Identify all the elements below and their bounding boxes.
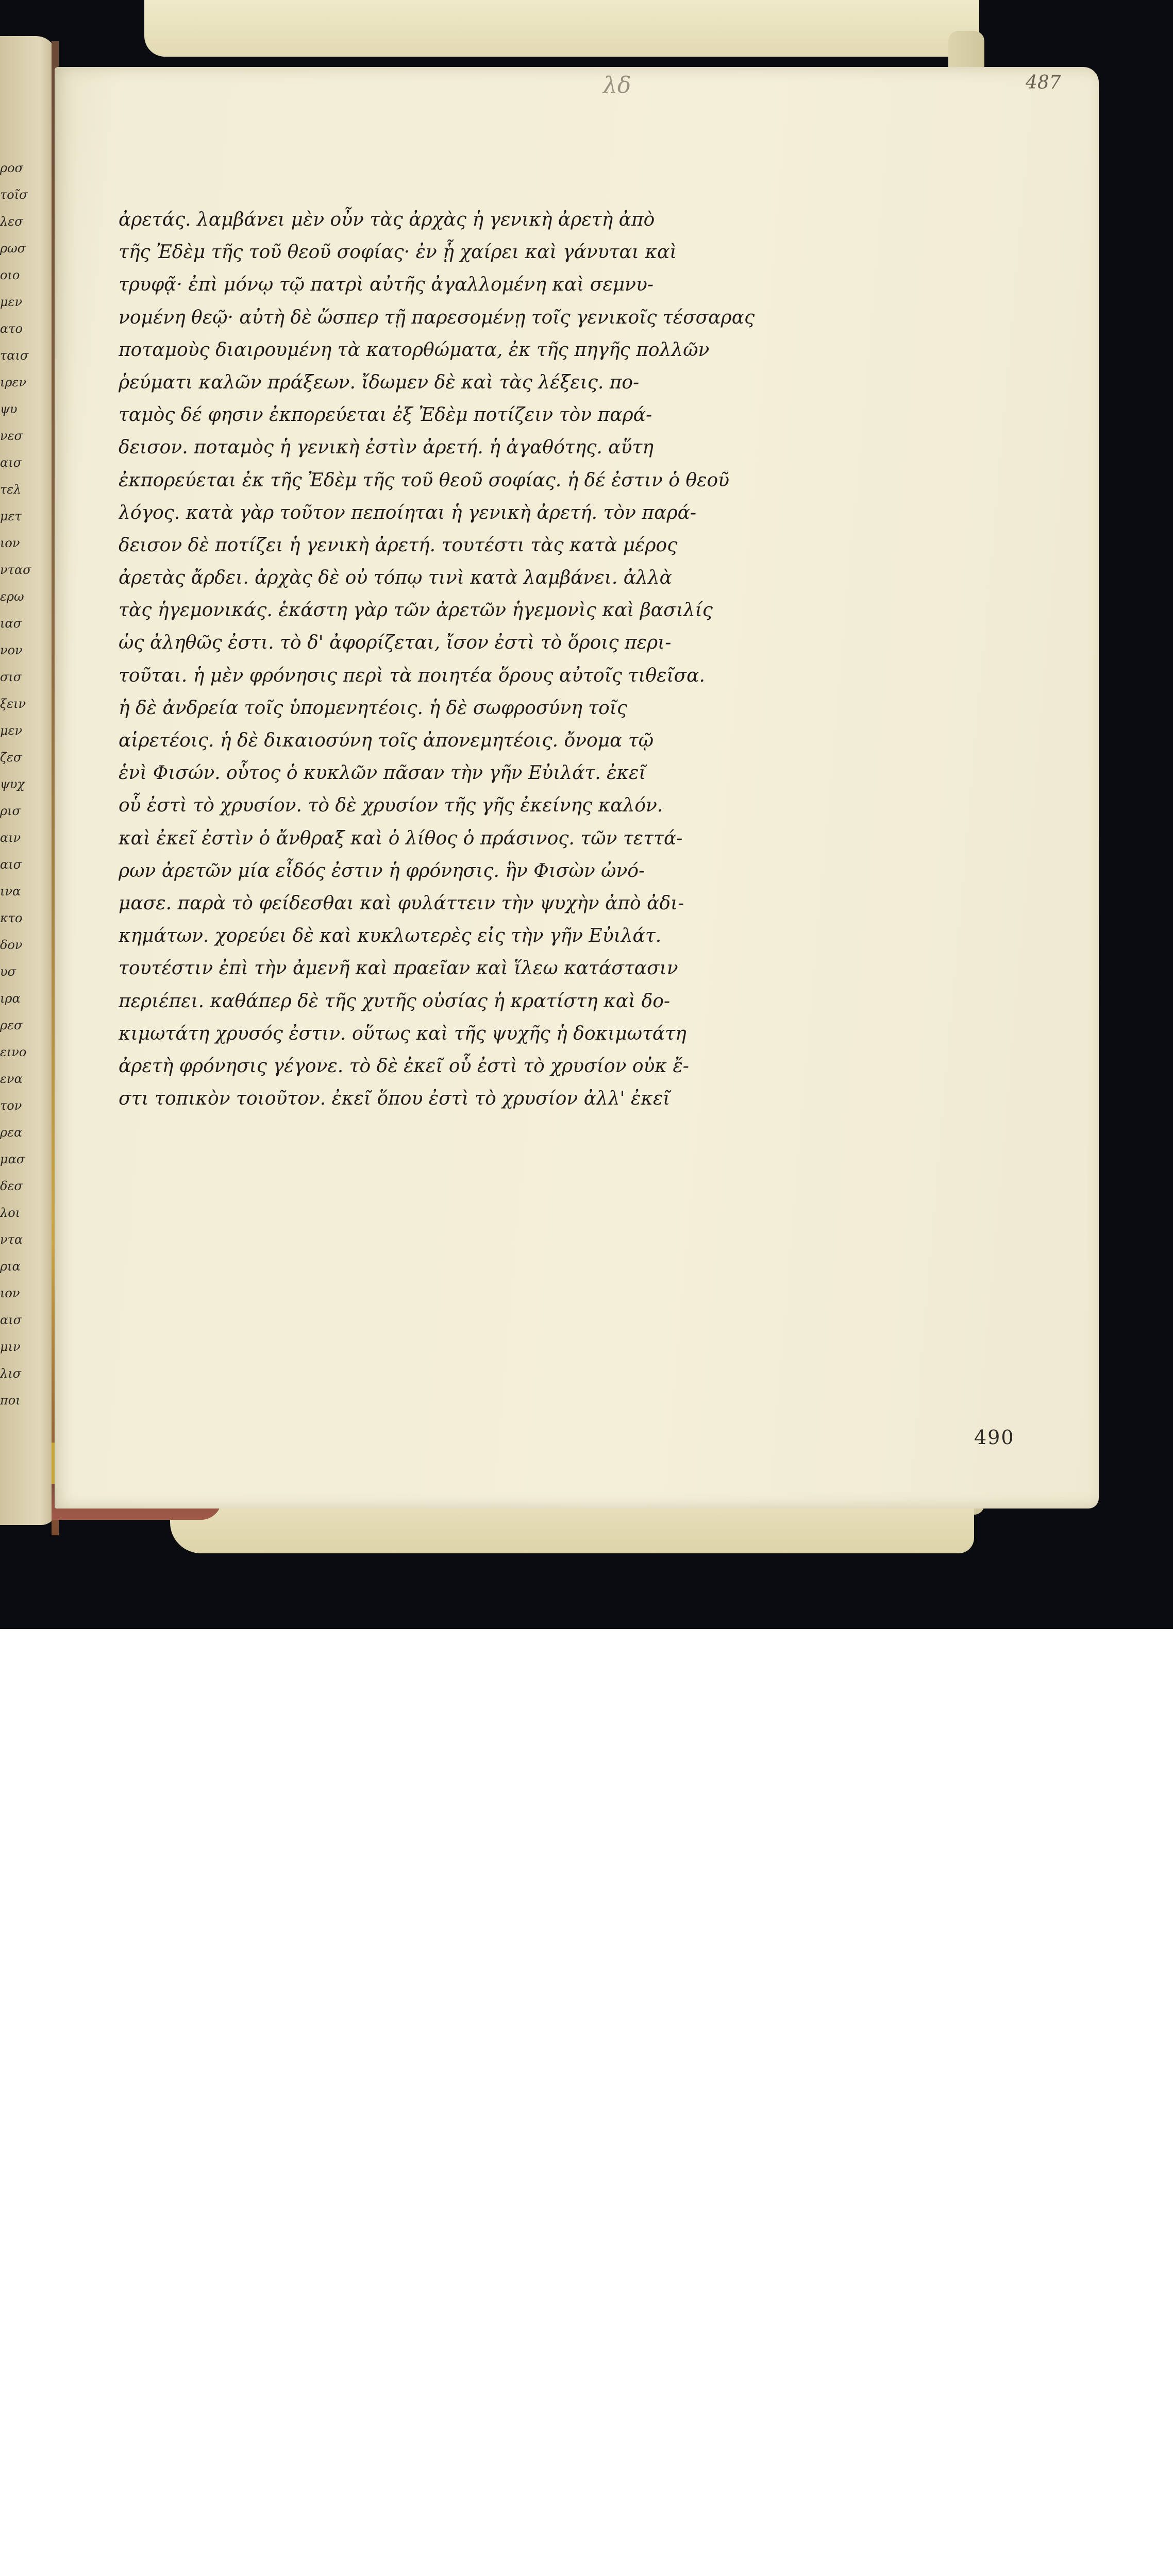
left-page-line-fragment: λεσ: [0, 214, 23, 229]
left-page-line-fragment: ξειν: [0, 697, 26, 711]
manuscript-line: τρυφᾷ· ἐπὶ μόνῳ τῷ πατρὶ αὐτῆς ἀγαλλομένη καὶ σεμνυ-: [119, 274, 654, 296]
manuscript-line: ἑνὶ Φισών. οὗτος ὁ κυκλῶν πᾶσαν τὴν γῆν Εὐιλάτ. ἐκεῖ: [119, 762, 646, 784]
left-page-line-fragment: ρια: [0, 1259, 21, 1274]
left-page-line-fragment: μεν: [0, 723, 23, 738]
left-page-line-fragment: ινα: [0, 884, 21, 899]
manuscript-line: ἀρετὰς ἄρδει. ἀρχὰς δὲ οὐ τόπῳ τινὶ κατὰ λαμβάνει. ἀλλὰ: [119, 567, 672, 589]
left-page-line-fragment: ιρα: [0, 991, 21, 1006]
left-page-line-fragment: ντασ: [0, 563, 31, 577]
left-page-line-fragment: ιον: [0, 536, 20, 550]
manuscript-line: οὗ ἐστὶ τὸ χρυσίον. τὸ δὲ χρυσίον τῆς γῆς ἐκείνης καλόν.: [119, 795, 663, 817]
manuscript-line: ταμὸς δέ φησιν ἐκπορεύεται ἐξ Ἐδὲμ ποτίζειν τὸν παρά-: [119, 404, 652, 426]
left-page-line-fragment: ιρεν: [0, 375, 26, 389]
left-page-line-fragment: λοι: [0, 1206, 21, 1220]
left-page-line-fragment: αισ: [0, 857, 22, 872]
manuscript-line: λόγος. κατὰ γὰρ τοῦτον πεποίηται ἡ γενικὴ ἀρετή. τὸν παρά-: [119, 502, 697, 523]
left-page-line-fragment: τελ: [0, 482, 22, 497]
marginal-note-top: λδ: [603, 72, 631, 98]
left-page-line-fragment: μασ: [0, 1152, 25, 1166]
left-page-line-fragment: ατο: [0, 321, 23, 336]
manuscript-line: τοῦται. ἡ μὲν φρόνησις περὶ τὰ ποιητέα ὅρους αὐτοῖς τιθεῖσα.: [119, 665, 705, 686]
manuscript-line: ἀρετάς. λαμβάνει μὲν οὖν τὰς ἀρχὰς ἡ γενικὴ ἀρετὴ ἀπὸ: [119, 209, 655, 230]
viewer-footer: [0, 1629, 1173, 1772]
manuscript-line: αἱρετέοις. ἡ δὲ δικαιοσύνη τοῖς ἀπονεμητέοις. ὄνομα τῷ: [119, 730, 654, 751]
left-page-line-fragment: μετ: [0, 509, 22, 523]
left-facing-page: [0, 36, 57, 1525]
left-page-line-fragment: μιν: [0, 1340, 21, 1354]
left-page-line-fragment: ψυχ: [0, 777, 25, 791]
manuscript-line: ἀρετὴ φρόνησις γέγονε. τὸ δὲ ἐκεῖ οὗ ἐστὶ τὸ χρυσίον οὐκ ἔ-: [119, 1055, 689, 1077]
left-page-line-fragment: ρεα: [0, 1125, 23, 1140]
left-page-line-fragment: σισ: [0, 670, 22, 684]
left-page-line-fragment: νον: [0, 643, 23, 657]
left-page-line-fragment: δεσ: [0, 1179, 23, 1193]
manuscript-line: κιμωτάτη χρυσός ἐστιν. οὕτως καὶ τῆς ψυχῆς ἡ δοκιμωτάτη: [119, 1023, 686, 1044]
left-page-line-fragment: ιον: [0, 1286, 20, 1300]
left-page-line-fragment: μεν: [0, 295, 23, 309]
left-page-line-fragment: οιο: [0, 268, 20, 282]
left-page-line-fragment: λισ: [0, 1366, 22, 1381]
manuscript-line: περιέπει. καθάπερ δὲ τῆς χυτῆς οὐσίας ἡ κρατίστη καὶ δο-: [119, 990, 671, 1012]
left-page-line-fragment: ψυ: [0, 402, 18, 416]
manuscript-line: κημάτων. χορεύει δὲ καὶ κυκλωτερὲς εἰς τὴν γῆν Εὐιλάτ.: [119, 925, 662, 947]
manuscript-line: ῥεύματι καλῶν πράξεων. ἴδωμεν δὲ καὶ τὰς λέξεις. πο-: [119, 371, 640, 393]
left-page-line-fragment: ταισ: [0, 348, 29, 363]
left-page-line-fragment: ερω: [0, 589, 24, 604]
manuscript-line: ὡς ἀληθῶς ἐστι. τὸ δ' ἀφορίζεται, ἴσον ἐστὶ τὸ ὅροις περι-: [119, 632, 672, 654]
left-page-line-fragment: εινο: [0, 1045, 27, 1059]
manuscript-line: τουτέστιν ἐπὶ τὴν ἀμενῆ καὶ πραεῖαν καὶ ἵλεω κατάστασιν: [119, 958, 678, 979]
left-page-line-fragment: ενα: [0, 1072, 23, 1086]
left-page-line-fragment: τοῖσ: [0, 188, 28, 202]
book-cradle-top: [144, 0, 979, 57]
left-page-line-fragment: κτο: [0, 911, 23, 925]
left-page-line-fragment: ρισ: [0, 804, 21, 818]
manuscript-line: τὰς ἡγεμονικάς. ἑκάστη γὰρ τῶν ἀρετῶν ἡγεμονὶς καὶ βασιλίς: [119, 600, 713, 621]
manuscript-text-block: [119, 204, 825, 1115]
manuscript-line: μασε. παρὰ τὸ φείδεσθαι καὶ φυλάττειν τὴν ψυχὴν ἀπὸ ἀδι-: [119, 892, 684, 914]
left-page-line-fragment: δον: [0, 938, 23, 952]
left-page-line-fragment: ροσ: [0, 161, 23, 175]
left-page-line-fragment: ρεσ: [0, 1018, 23, 1032]
old-foliation-number: 487: [1026, 72, 1061, 93]
manuscript-line: ἡ δὲ ἀνδρεία τοῖς ὑπομενητέοις. ἡ δὲ σωφροσύνη τοῖς: [119, 697, 628, 719]
left-page-line-fragment: αιν: [0, 831, 21, 845]
manuscript-line: ρων ἀρετῶν μία εἶδός ἐστιν ἡ φρόνησις. ἣν Φισὼν ὠνό-: [119, 860, 645, 882]
left-page-line-fragment: ποι: [0, 1393, 21, 1408]
manuscript-line: τῆς Ἐδὲμ τῆς τοῦ θεοῦ σοφίας· ἐν ᾗ χαίρει καὶ γάνυται καὶ: [119, 242, 677, 263]
manuscript-line: ποταμοὺς διαιρουμένη τὰ κατορθώματα, ἐκ τῆς πηγῆς πολλῶν: [119, 339, 710, 361]
manuscript-line: καὶ ἐκεῖ ἐστὶν ὁ ἄνθραξ καὶ ὁ λίθος ὁ πράσινος. τῶν τεττά-: [119, 827, 683, 849]
left-page-line-fragment: ιασ: [0, 616, 22, 631]
manuscript-line: νομένη θεῷ· αὐτὴ δὲ ὥσπερ τῇ παρεσομένῃ τοῖς γενικοῖς τέσσαρας: [119, 307, 755, 328]
manuscript-line: ἐκπορεύεται ἐκ τῆς Ἐδὲμ τῆς τοῦ θεοῦ σοφίας. ἡ δέ ἐστιν ὁ θεοῦ: [119, 469, 730, 491]
left-page-line-fragment: τον: [0, 1098, 22, 1113]
left-page-line-fragment: ζεσ: [0, 750, 22, 765]
left-page-text: [0, 155, 52, 1414]
left-page-line-fragment: νεσ: [0, 429, 23, 443]
left-page-line-fragment: ντα: [0, 1232, 23, 1247]
left-page-line-fragment: αισ: [0, 455, 22, 470]
left-page-line-fragment: υσ: [0, 964, 16, 979]
manuscript-line: δεισον δὲ ποτίζει ἡ γενικὴ ἀρετή. τουτέστι τὰς κατὰ μέρος: [119, 534, 678, 556]
manuscript-line: στι τοπικὸν τοιοῦτον. ἐκεῖ ὅπου ἐστὶ τὸ χρυσίον ἀλλ' ἐκεῖ: [119, 1088, 671, 1110]
left-page-line-fragment: ρωσ: [0, 241, 26, 256]
folio-number: 490: [974, 1426, 1015, 1449]
manuscript-line: δεισον. ποταμὸς ἡ γενικὴ ἐστὶν ἀρετή. ἡ ἀγαθότης. αὕτη: [119, 437, 653, 459]
left-page-line-fragment: αισ: [0, 1313, 22, 1327]
